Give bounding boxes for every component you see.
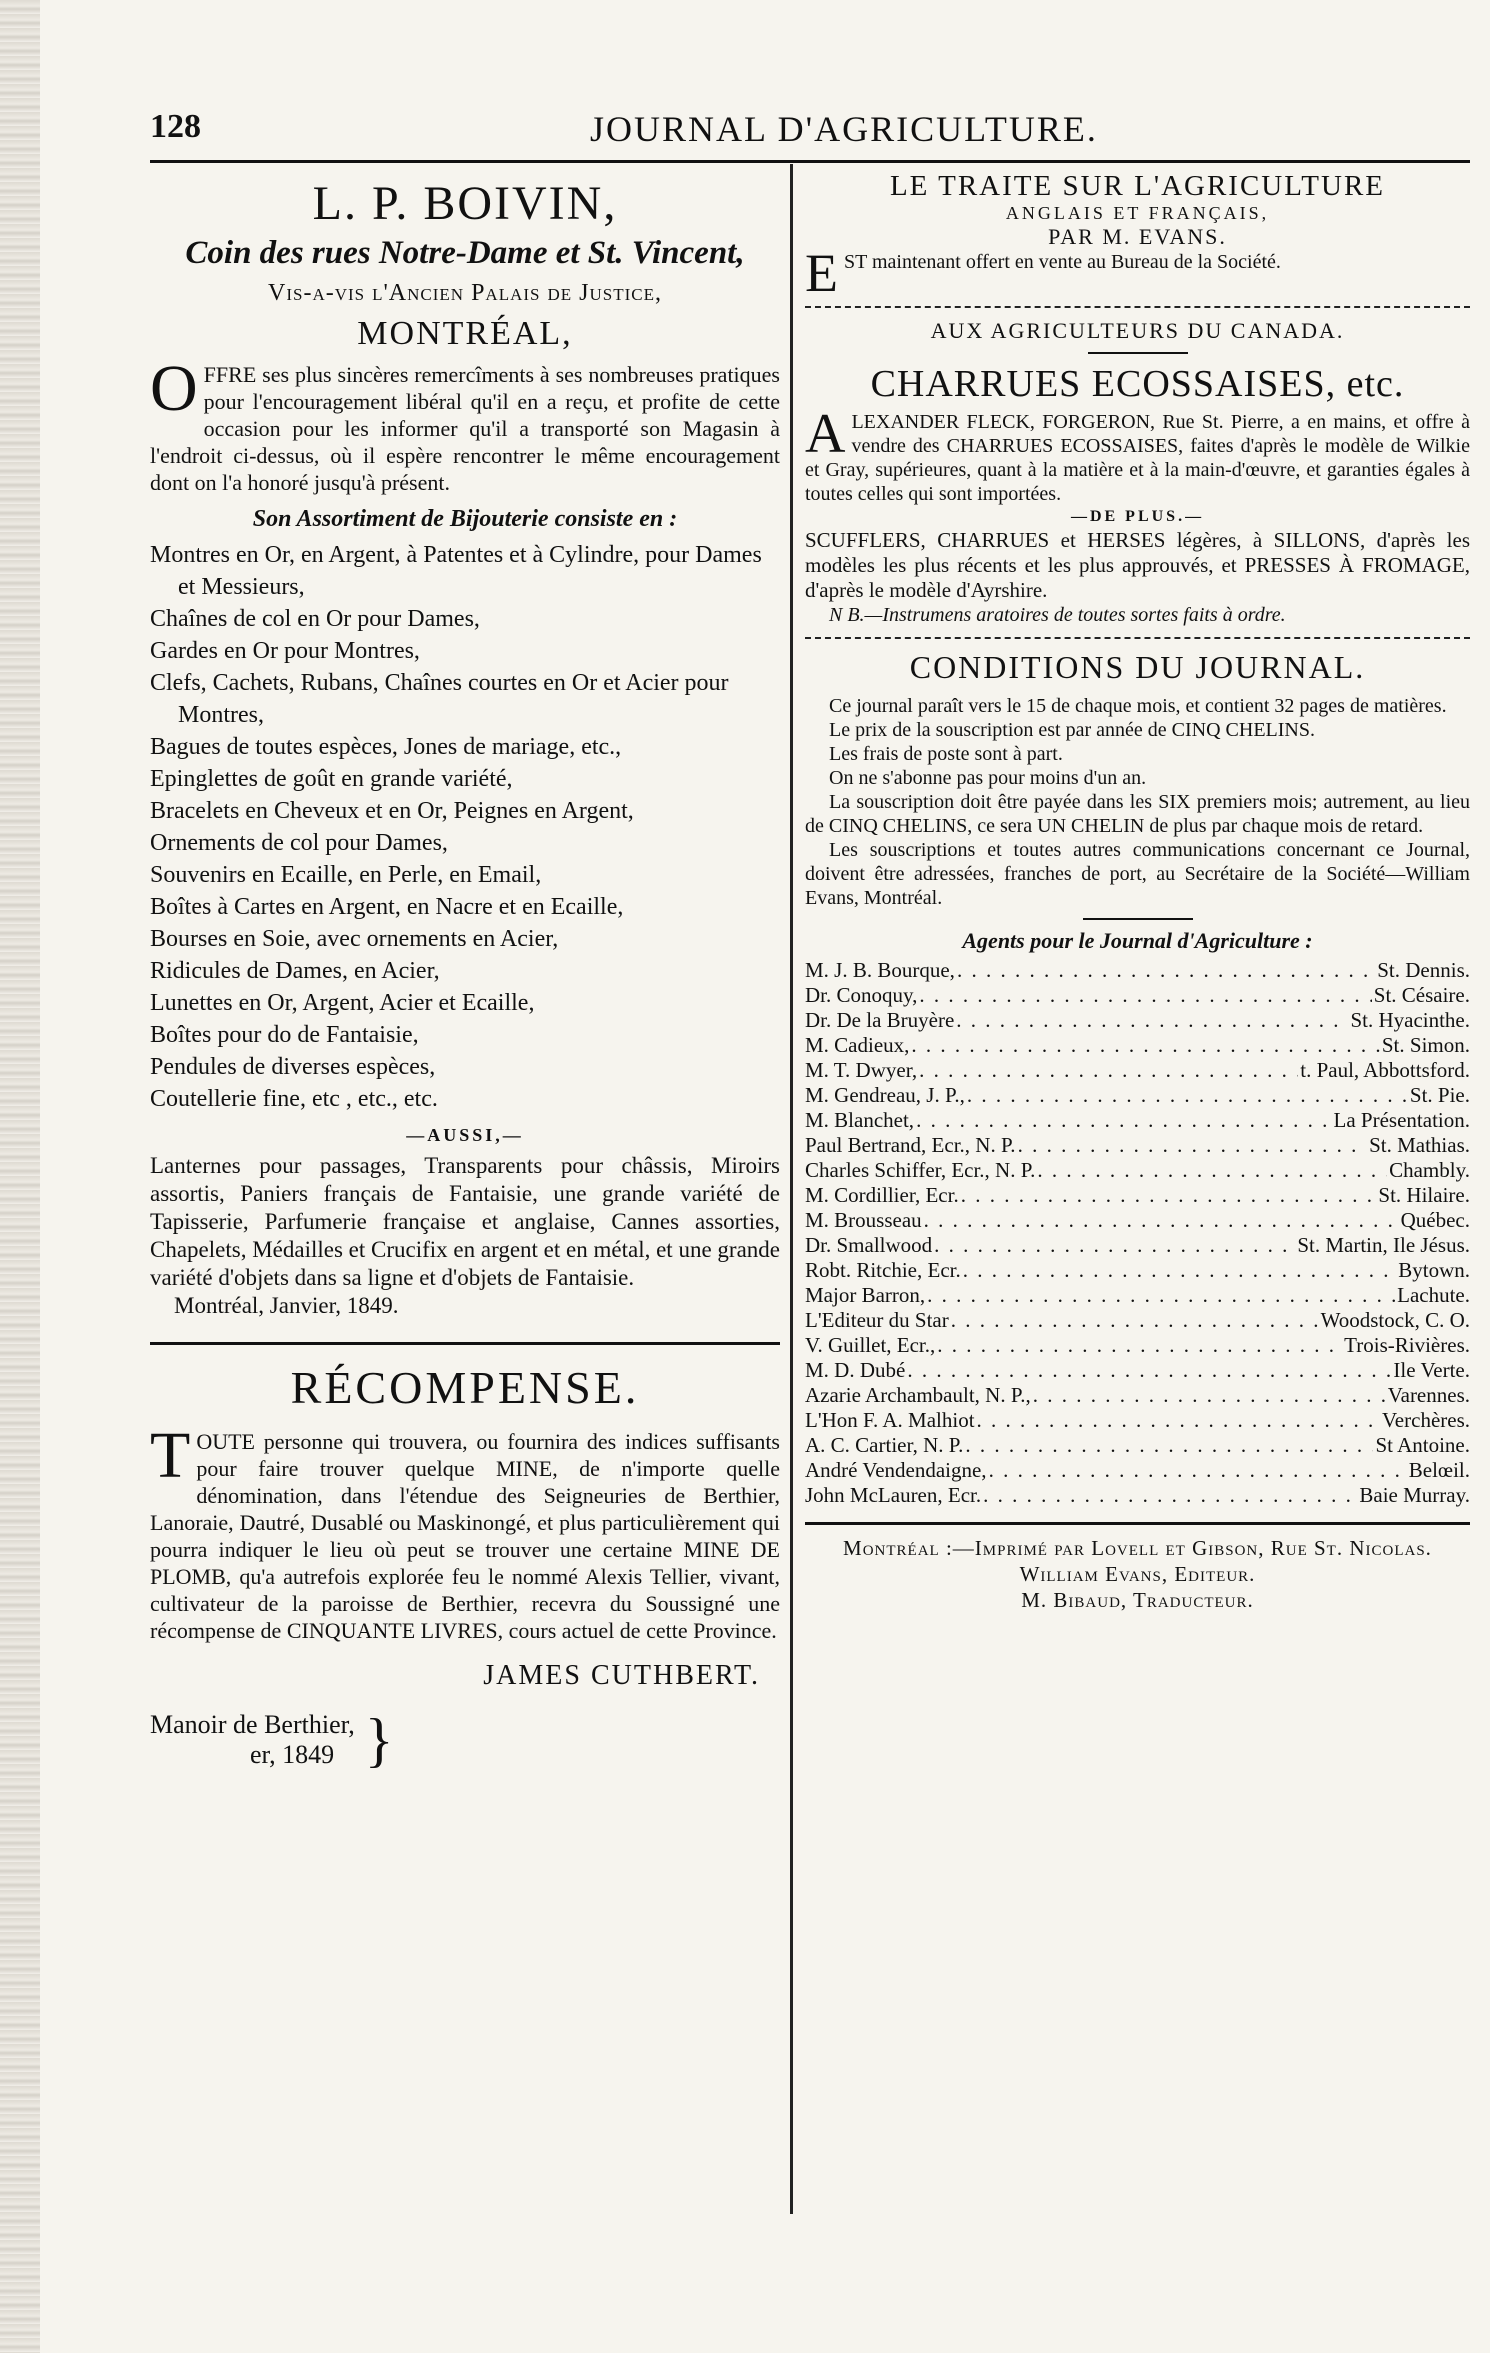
agent-row [805, 1208, 1470, 1233]
agent-row [805, 1033, 1470, 1058]
list-item: Coutellerie fine, etc , etc., etc. [150, 1086, 438, 1112]
recompense-title: RÉCOMPENSE. [290, 1362, 640, 1413]
list-item: Ridicules de Dames, en Acier, [150, 958, 440, 984]
conditions-paragraph: Ce journal paraît vers le 15 de chaque mois, et contient 32 pages de matières. [829, 695, 1447, 717]
imprint-line-2: William Evans, Editeur. [1019, 1562, 1256, 1586]
leader-dots [937, 1333, 1342, 1358]
agent-row [805, 1333, 1470, 1358]
agent-place: St. Pie. [1409, 1083, 1470, 1107]
conditions-paragraph: Le prix de la souscription est par année de CINQ CHELINS. [829, 719, 1315, 741]
imprint-line-3: M. Bibaud, Traducteur. [1021, 1588, 1254, 1612]
manoir-line-1: Manoir de Berthier, [150, 1710, 355, 1739]
list-item: Montres en Or, en Argent, à Patentes et à Cylindre, pour Dames et Messieurs, [150, 542, 762, 600]
agent-place: Trois-Rivières. [1344, 1333, 1470, 1357]
list-item: Boîtes à Cartes en Argent, en Nacre et en Ecaille, [150, 894, 624, 920]
leader-dots [961, 1183, 1377, 1208]
manoir-block [150, 1707, 780, 1773]
leader-dots [963, 1258, 1397, 1283]
list-item: Souvenirs en Ecaille, en Perle, en Email, [150, 862, 542, 888]
charrues-body [805, 403, 1470, 506]
charrues-dropcap: A [805, 403, 846, 465]
agent-row [805, 1158, 1470, 1183]
traite-dropcap: E [805, 243, 838, 303]
agent-name: Azarie Archambault, N. P., [805, 1383, 1031, 1407]
agent-place: St. Hilaire. [1378, 1183, 1470, 1207]
agent-row [805, 1108, 1470, 1133]
agents-list [805, 958, 1470, 1508]
leader-dots [924, 1208, 1399, 1233]
leader-dots [989, 1458, 1407, 1483]
leader-dots [967, 1083, 1408, 1108]
boivin-intro [150, 352, 780, 496]
also-text: Lanternes pour passages, Transparents pour châssis, Miroirs assortis, Paniers français de Fantaisie, une grande variété de Tapisserie, Parfumerie française et anglaise, Cannes assorties, Chapelets, Médailles et Crucifix en argent et en métal, et une grande variété d'objets dans sa ligne et d'objets de Fantaisie. [150, 1153, 780, 1290]
manoir-line-2: er, 1849 [250, 1740, 335, 1769]
agent-place: Lachute. [1397, 1283, 1470, 1307]
page-number: 128 [150, 108, 201, 145]
list-item: Lunettes en Or, Argent, Acier et Ecaille, [150, 990, 535, 1016]
conditions-paragraph: On ne s'abonne pas pour moins d'un an. [829, 767, 1147, 789]
recompense-signature: JAMES CUTHBERT. [483, 1660, 760, 1691]
column-separator [790, 164, 793, 2214]
leader-dots [977, 1408, 1380, 1433]
agent-place: La Présentation. [1333, 1108, 1470, 1132]
conditions-paragraph: La souscription doit être payée dans les SIX premiers mois; autrement, au lieu de CINQ CHELINS, ce sera UN CHELIN de plus par chaque mois de retard. [805, 791, 1470, 837]
charrues-nb: N B.—Instrumens aratoires de toutes sortes faits à ordre. [829, 604, 1286, 626]
conditions-paragraph: Les frais de poste sont à part. [829, 743, 1063, 765]
agent-name: Charles Schiffer, Ecr., N. P. [805, 1158, 1036, 1182]
agents-title: Agents pour le Journal d'Agriculture : [962, 928, 1313, 953]
boivin-name: L. P. BOIVIN, [312, 177, 618, 230]
aux-agriculteurs: AUX AGRICULTEURS DU CANADA. [930, 318, 1345, 343]
agent-row [805, 1308, 1470, 1333]
agent-name: M. Blanchet, [805, 1108, 915, 1132]
list-item: Clefs, Cachets, Rubans, Chaînes courtes en Or et Acier pour Montres, [150, 670, 729, 728]
leader-dots [1018, 1133, 1368, 1158]
agent-place: Bytown. [1398, 1258, 1470, 1282]
agent-row [805, 1233, 1470, 1258]
agent-place: St. Hyacinthe. [1350, 1008, 1470, 1032]
conditions-title: CONDITIONS DU JOURNAL. [909, 649, 1366, 685]
agent-name: M. Gendreau, J. P., [805, 1083, 965, 1107]
agent-place: St Antoine. [1375, 1433, 1470, 1457]
agent-name: Dr. De la Bruyère [805, 1008, 955, 1032]
leader-dots [934, 1233, 1295, 1258]
section-divider [150, 1342, 780, 1345]
agent-name: M. Cordillier, Ecr. [805, 1183, 959, 1207]
agent-name: M. T. Dwyer, [805, 1058, 918, 1082]
agent-row [805, 1433, 1470, 1458]
agent-name: Dr. Smallwood [805, 1233, 933, 1257]
list-item: Bourses en Soie, avec ornements en Acier, [150, 926, 559, 952]
boivin-vis-a-vis: Vis-a-vis l'Ancien Palais de Justice, [268, 280, 662, 306]
agent-row [805, 1283, 1470, 1308]
agent-place: Verchères. [1381, 1408, 1470, 1432]
traite-text: ST maintenant offert en vente au Bureau de la Société. [844, 251, 1281, 273]
agent-name: L'Hon F. A. Malhiot [805, 1408, 975, 1432]
agent-name: John McLauren, Ecr. [805, 1483, 982, 1507]
header-rule [150, 160, 1470, 167]
agent-row [805, 1058, 1470, 1083]
agent-place: St. Simon. [1381, 1033, 1470, 1057]
list-item: Ornements de col pour Dames, [150, 830, 448, 856]
page-header [150, 100, 1470, 160]
traite-subtitle: ANGLAIS ET FRANÇAIS, [1005, 203, 1270, 223]
agent-name: André Vendendaigne, [805, 1458, 987, 1482]
agent-row [805, 1258, 1470, 1283]
recompense-dropcap: T [150, 1419, 191, 1492]
leader-dots [916, 1108, 1331, 1133]
short-rule [1083, 918, 1193, 920]
agent-place: t. Paul, Abbottsford. [1300, 1058, 1470, 1082]
agent-place: St. Mathias. [1369, 1133, 1470, 1157]
agent-row [805, 1358, 1470, 1383]
agent-row [805, 1083, 1470, 1108]
aussi-label: —AUSSI,— [406, 1125, 524, 1145]
leader-dots [927, 1283, 1395, 1308]
assortment-list [150, 539, 780, 1115]
leader-dots [1037, 1158, 1387, 1183]
list-item: Bagues de toutes espèces, Jones de mariage, etc., [150, 734, 622, 760]
charrues-text-2: SCUFFLERS, CHARRUES et HERSES légères, à SILLONS, d'après les modèles les plus récents et les plus approuvés, et PRESSES À FROMAGE, d'après le modèle d'Ayrshire. [805, 528, 1470, 602]
list-item: Boîtes pour do de Fantaisie, [150, 1022, 419, 1048]
agent-name: Paul Bertrand, Ecr., N. P. [805, 1133, 1016, 1157]
agent-row [805, 958, 1470, 983]
agent-place: Woodstock, C. O. [1320, 1308, 1470, 1332]
agent-name: Dr. Conoquy, [805, 983, 918, 1007]
leader-dots [951, 1308, 1319, 1333]
leader-dots [911, 1033, 1379, 1058]
boivin-city: MONTRÉAL, [357, 315, 573, 352]
agent-name: Major Barron, [805, 1283, 926, 1307]
imprint-line-1: Montréal :—Imprimé par Lovell et Gibson, Rue St. Nicolas. [843, 1536, 1432, 1560]
agent-name: V. Guillet, Ecr., [805, 1333, 936, 1357]
brace-glyph: } [364, 1707, 394, 1773]
list-item: Epinglettes de goût en grande variété, [150, 766, 513, 792]
agent-name: M. Cadieux, [805, 1033, 910, 1057]
agent-place: Chambly. [1389, 1158, 1470, 1182]
list-item: Pendules de diverses espèces, [150, 1054, 436, 1080]
leader-dots [919, 1058, 1298, 1083]
list-item: Bracelets en Cheveux et en Or, Peignes en Argent, [150, 798, 634, 824]
agent-row [805, 1008, 1470, 1033]
agent-row [805, 1483, 1470, 1508]
agent-row [805, 1458, 1470, 1483]
recompense-body [150, 1419, 780, 1644]
running-title: JOURNAL D'AGRICULTURE. [590, 109, 1098, 149]
leader-dots [919, 983, 1371, 1008]
agent-name: M. Brousseau [805, 1208, 922, 1232]
leader-dots [1033, 1383, 1386, 1408]
agent-name: L'Editeur du Star [805, 1308, 949, 1332]
agent-place: St. Césaire. [1373, 983, 1470, 1007]
left-column [150, 170, 780, 1773]
leader-dots [965, 1433, 1373, 1458]
agent-place: Belœil. [1408, 1458, 1470, 1482]
boivin-dropcap: O [150, 352, 198, 425]
short-rule [1088, 352, 1188, 354]
dashed-divider [805, 306, 1470, 308]
agent-row [805, 1383, 1470, 1408]
agent-name: M. J. B. Bourque, [805, 958, 955, 982]
agent-place: Québec. [1400, 1208, 1470, 1232]
agent-name: M. D. Dubé [805, 1358, 906, 1382]
leader-dots [983, 1483, 1357, 1508]
agent-row [805, 1183, 1470, 1208]
page [150, 100, 1470, 2250]
agent-place: Varennes. [1387, 1383, 1470, 1407]
imprint [805, 1535, 1470, 1613]
leader-dots [956, 1008, 1348, 1033]
agent-place: St. Dennis. [1377, 958, 1470, 982]
agent-place: St. Martin, Ile Jésus. [1297, 1233, 1470, 1257]
agent-name: Robt. Ritchie, Ecr. [805, 1258, 961, 1282]
agent-row [805, 1408, 1470, 1433]
list-item: Gardes en Or pour Montres, [150, 638, 420, 664]
agent-row [805, 983, 1470, 1008]
leader-dots [957, 958, 1375, 983]
manoir-lines [150, 1710, 355, 1770]
conditions-paragraph: Les souscriptions et toutes autres communications concernant ce Journal, doivent être adressées, franches de port, au Secrétaire de la Société—William Evans, Montréal. [805, 839, 1470, 909]
list-item: Chaînes de col en Or pour Dames, [150, 606, 480, 632]
traite-author: PAR M. EVANS. [1048, 224, 1227, 249]
section-divider [805, 1522, 1470, 1525]
recompense-text: OUTE personne qui trouvera, ou fournira des indices suffisants pour faire trouver quelque MINE, de n'importe quelle dénomination, dans l'étendue des Seigneuries de Berthier, Lanoraie, Dautré, Dusablé ou Maskinongé, et plus particulièrement qui pourra indiquer le lieu où peut se trouver une certaine MINE DE PLOMB, qu'a autrefois explorée feu le nommé Alexis Tellier, vivant, cultivateur de la paroisse de Berthier, recevra du Soussigné une récompense de CINQUANTE LIVRES, cours actuel de cette Province. [150, 1429, 780, 1643]
charrues-text: LEXANDER FLECK, FORGERON, Rue St. Pierre, a en mains, et offre à vendre des CHARRUES ECOSSAISES, faites d'après le modèle de Wilkie et Gray, supérieures, quant à la matière et à la main-d'œuvre, et garanties égales à toutes celles qui sont importées. [805, 411, 1470, 505]
right-column [805, 170, 1470, 1613]
traite-title: LE TRAITE SUR L'AGRICULTURE [889, 170, 1386, 202]
boivin-date: Montréal, Janvier, 1849. [174, 1293, 399, 1318]
agent-name: A. C. Cartier, N. P. [805, 1433, 964, 1457]
scan-edge [0, 0, 40, 2353]
assortment-title: Son Assortiment de Bijouterie consiste en : [252, 506, 678, 532]
agent-place: Baie Murray. [1359, 1483, 1470, 1507]
agent-row [805, 1133, 1470, 1158]
leader-dots [907, 1358, 1391, 1383]
boivin-intro-text: FFRE ses plus sincères remercîments à ses nombreuses pratiques pour l'encouragement libéral qu'il en a reçu, et profite de cette occasion pour les informer qu'il a transporté son Magasin à l'endroit ci-dessus, où il espère rencontrer le même encouragement dont on l'a honoré jusqu'à présent. [150, 362, 780, 495]
traite-body [805, 243, 1470, 303]
charrues-title: CHARRUES ECOSSAISES, etc. [870, 363, 1405, 405]
agent-place: Ile Verte. [1393, 1358, 1470, 1382]
de-plus-label: —DE PLUS.— [1070, 508, 1205, 525]
dashed-divider [805, 637, 1470, 639]
boivin-address: Coin des rues Notre-Dame et St. Vincent, [185, 235, 745, 271]
